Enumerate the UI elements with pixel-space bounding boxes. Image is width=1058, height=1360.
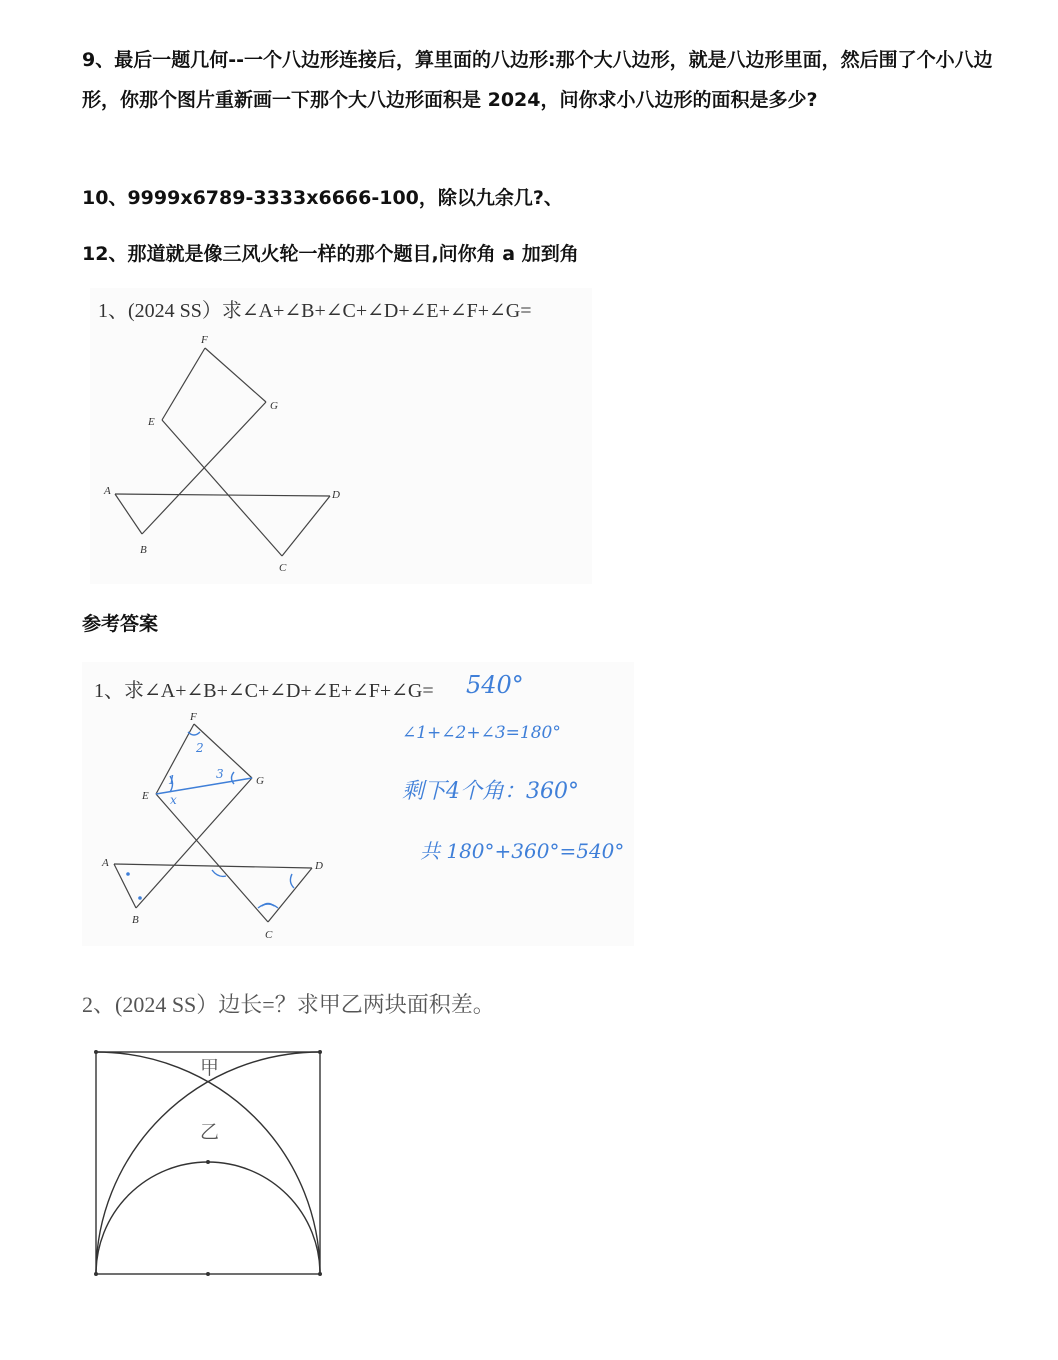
- point-label-b: B: [132, 914, 139, 926]
- region-label-yi: 乙: [200, 1121, 220, 1143]
- point-label-a: A: [102, 857, 109, 869]
- point-label-c: C: [265, 929, 273, 941]
- handwritten-answer: 540°: [466, 671, 524, 699]
- point-label-e: E: [148, 416, 155, 428]
- point-label-b: B: [140, 544, 147, 556]
- point-label-a: A: [104, 485, 111, 497]
- question-9: 9、最后一题几何--一个八边形连接后，算里面的八边形:那个大八边形，就是八边形里面，然后围了个小八边形，你那个图片重新画一下那个大八边形面积是 2024，问你求小八边形的面积是多少?: [82, 49, 993, 111]
- region-label-jia: 甲: [200, 1057, 220, 1079]
- handwritten-note-3: 共 180°+360°=540°: [420, 839, 625, 863]
- figure-3-diagram: [82, 970, 562, 1282]
- handwritten-note-1: ∠1+∠2+∠3=180°: [402, 723, 561, 743]
- angle-mark-3: 3: [216, 767, 224, 781]
- point-label-f: F: [201, 334, 208, 346]
- figure-1-problem-text: 1、(2024 SS）求∠A+∠B+∠C+∠D+∠E+∠F+∠G=: [98, 300, 532, 322]
- handwritten-note-2: 剩下4个角：360°: [402, 779, 579, 804]
- figure-problem-1: [90, 288, 592, 584]
- point-label-d: D: [315, 860, 323, 872]
- angle-mark-1: 1: [168, 773, 176, 787]
- figure-2-diagram: [82, 662, 634, 946]
- point-label-f: F: [190, 711, 197, 723]
- figure-2-problem-text: 1、求∠A+∠B+∠C+∠D+∠E+∠F+∠G=: [94, 680, 434, 702]
- point-label-c: C: [279, 562, 287, 574]
- point-label-g: G: [256, 775, 264, 787]
- figure-answer-1: [82, 662, 634, 946]
- figure-1-diagram: [90, 288, 592, 584]
- point-label-e: E: [142, 790, 149, 802]
- question-10: 10、9999x6789-3333x6666-100，除以九余几?、: [82, 187, 563, 209]
- equal-mark-x: x: [170, 793, 177, 807]
- answer-heading: 参考答案: [82, 613, 159, 635]
- question-12: 12、那道就是像三风火轮一样的那个题目,问你角 a 加到角: [82, 243, 579, 265]
- point-label-g: G: [270, 400, 278, 412]
- angle-mark-2: 2: [196, 741, 204, 755]
- point-label-d: D: [332, 489, 340, 501]
- figure-problem-2: [82, 970, 562, 1282]
- figure-3-problem-text: 2、(2024 SS）边长=？求甲乙两块面积差。: [82, 992, 495, 1017]
